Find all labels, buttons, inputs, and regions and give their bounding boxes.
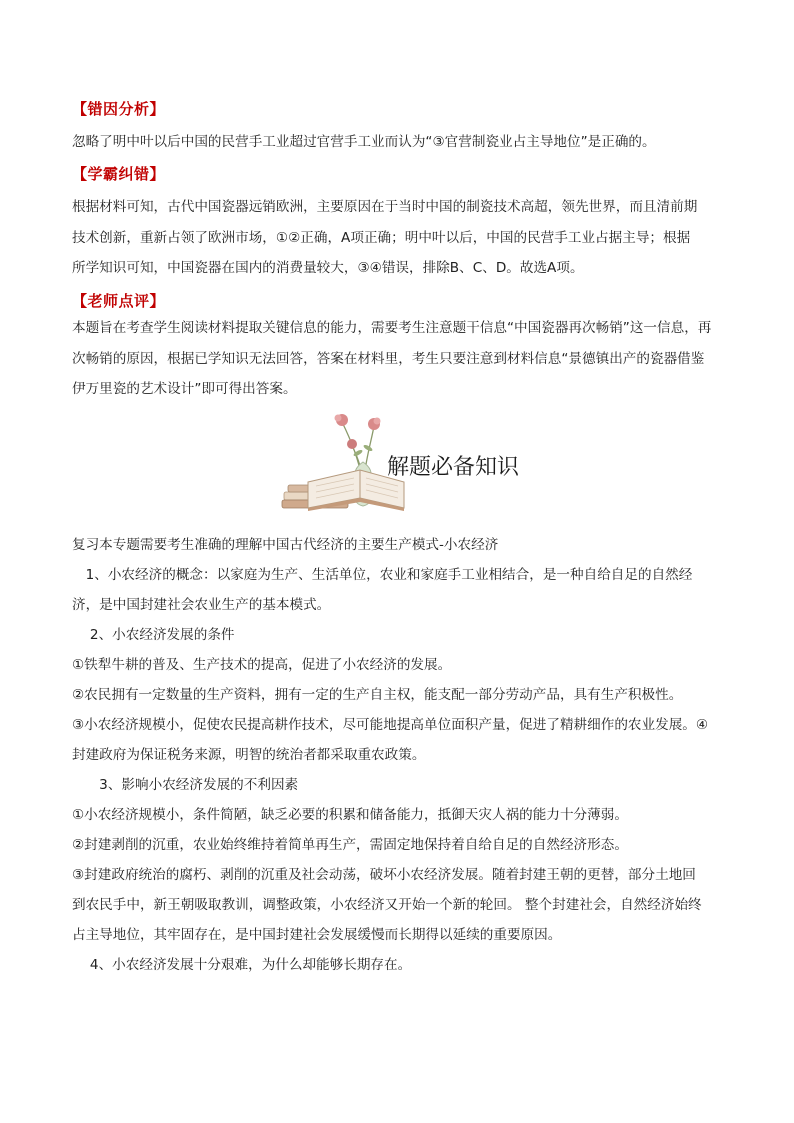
text-line: 封建政府为保证税务来源，明智的统治者都采取重农政策。 — [72, 747, 426, 763]
teacher-comment-text — [72, 313, 722, 405]
teacher-comment-heading: 【老师点评】 — [72, 292, 166, 310]
text-line: 2、小农经济发展的条件 — [72, 627, 235, 643]
text-line: 4、小农经济发展十分艰难，为什么却能够长期存在。 — [72, 957, 412, 973]
text-line: ②封建剥削的沉重，农业始终维持着简单再生产，需固定地保持着自给自足的自然经济形态。 — [72, 837, 628, 853]
text-line: 次畅销的原因，根据已学知识无法回答，答案在材料里，考生只要注意到材料信息“景德镇出产的瓷器借鉴 — [72, 350, 705, 367]
text-line: 技术创新，重新占领了欧洲市场，①②正确，A项正确；明中叶以后，中国的民营手工业占据主导；根据 — [72, 229, 691, 246]
text-line: 所学知识可知，中国瓷器在国内的消费量较大，③④错误，排除B、C、D。故选A项。 — [72, 260, 584, 277]
text-line: ③封建政府统治的腐朽、剥削的沉重及社会动荡，破坏小农经济发展。随着封建王朝的更替，部分土地回 — [72, 867, 696, 883]
correction-heading: 【学霸纠错】 — [72, 165, 166, 183]
text-line: 伊万里瓷的艺术设计”即可得出答案。 — [72, 381, 297, 398]
text-line: 济，是中国封建社会农业生产的基本模式。 — [72, 597, 331, 613]
text-line: ③小农经济规模小，促使农民提高耕作技术，尽可能地提高单位面积产量，促进了精耕细作的农业发展。④ — [72, 717, 709, 733]
text-line: 根据材料可知，古代中国瓷器远销欧洲，主要原因在于当时中国的制瓷技术高超，领先世界，而且清前期 — [72, 199, 698, 215]
text-line: ①铁犁牛耕的普及、生产技术的提高，促进了小农经济的发展。 — [72, 657, 452, 673]
cause-analysis-text — [72, 127, 722, 158]
text-line: 忽略了明中叶以后中国的民营手工业超过官营手工业而认为“③官营制瓷业占主导地位”是正确的。 — [72, 134, 656, 150]
banner-title: 解题必备知识 — [387, 455, 520, 480]
text-line: 复习本专题需要考生准确的理解中国古代经济的主要生产模式-小农经济 — [72, 537, 499, 553]
text-line: ①小农经济规模小，条件简陋，缺乏必要的积累和储备能力，抵御天灾人祸的能力十分薄弱。 — [72, 807, 628, 823]
text-line: 3、影响小农经济发展的不利因素 — [72, 777, 299, 793]
cause-analysis-heading: 【错因分析】 — [72, 100, 166, 118]
text-line: 占主导地位，其牢固存在，是中国封建社会发展缓慢而长期得以延续的重要原因。 — [72, 927, 562, 943]
knowledge-text — [72, 530, 722, 980]
text-line: 到农民手中，新王朝吸取教训，调整政策，小农经济又开始一个新的轮回。 整个封建社会，自然经济始终 — [72, 897, 702, 913]
correction-text — [72, 192, 722, 284]
text-line: 1、小农经济的概念：以家庭为生产、生活单位，农业和家庭手工业相结合，是一种自给自足的自然经 — [72, 567, 693, 583]
text-line: 本题旨在考查学生阅读材料提取关键信息的能力，需要考生注意题干信息“中国瓷器再次畅销”这一信息，再 — [72, 320, 712, 336]
text-line: ②农民拥有一定数量的生产资料，拥有一定的生产自主权，能支配一部分劳动产品，具有生产积极性。 — [72, 687, 683, 703]
